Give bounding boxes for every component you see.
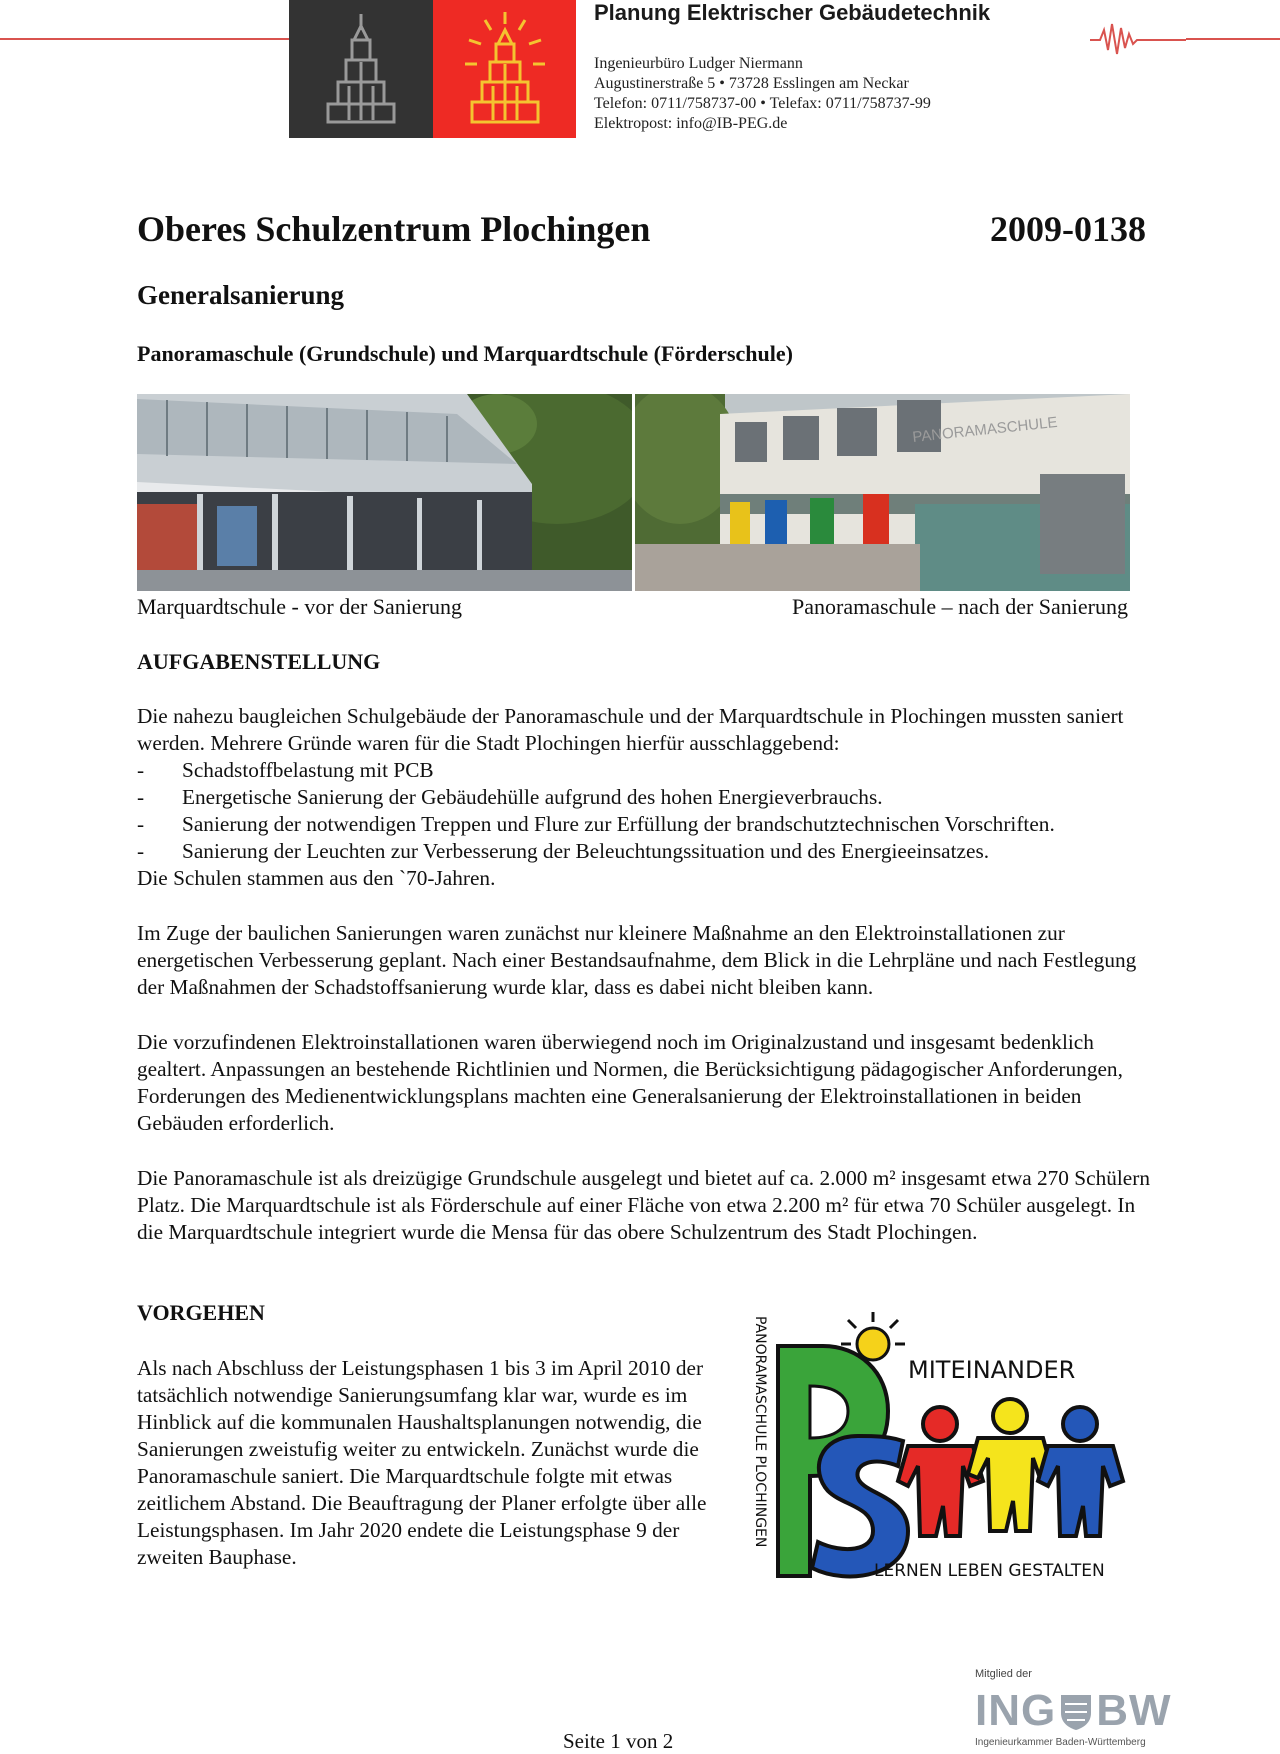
bullet-marker: - [137, 758, 145, 782]
document-subheading: Panoramaschule (Grundschule) und Marquardtschule (Förderschule) [137, 341, 793, 366]
paragraph-intro: Die nahezu baugleichen Schulgebäude der Panoramaschule und der Marquardtschule in Plochingen mussten saniert werden. Mehrere Gründe waren für die Stadt Plochingen hierfür ausschlaggebend: [137, 704, 1124, 755]
list-item [137, 838, 1157, 865]
ingbw-logo-right: BW [1096, 1686, 1172, 1735]
paragraph-schulen: Die Panoramaschule ist als dreizügige Grundschule ausgelegt und bietet auf ca. 2.000 m² insgesamt etwa 270 Schülern Platz. Die Marquardtschule ist als Förderschule auf einer Fläche von etwa 2.200 m² für etwa 70 Schüler ausgelegt. In die Marquardtschule integriert wurde die Mensa für das obere Schulzentrum des Stadt Plochingen. [137, 1166, 1150, 1244]
header-rule-right [1186, 38, 1280, 40]
paragraph-aufgabe [137, 703, 1157, 892]
header-rule-left [0, 38, 289, 40]
paragraph-outro: Die Schulen stammen aus den `70-Jahren. [137, 866, 496, 890]
school-logo [748, 1306, 1128, 1596]
crest-icon [1059, 1691, 1093, 1731]
ingbw-logo-left: ING [975, 1686, 1057, 1735]
paragraph-massnahmen: Im Zuge der baulichen Sanierungen waren zunächst nur kleinere Maßnahme an den Elektroinstallationen zur energetischen Verbesserung geplant. Nach einer Bestandsaufnahme, dem Blick in die Lehrpläne und nach Festlegung der Maßnahmen der Schadstoffsanierung wurde klar, dass es dabei nicht bleiben kann. [137, 921, 1137, 999]
company-address [594, 54, 931, 134]
tower-lit-icon [433, 0, 576, 138]
school-logo-side-text: PANORAMASCHULE PLOCHINGEN [752, 1316, 768, 1548]
document-title: Oberes Schulzentrum Plochingen [137, 209, 651, 249]
pulse-line-icon [1090, 14, 1186, 62]
address-line: Elektropost: info@IB-PEG.de [594, 115, 788, 132]
photo-sign-text: PANORAMASCHULE [911, 413, 1059, 446]
paragraph-elektroinstallationen: Die vorzufindenen Elektroinstallationen waren überwiegend noch im Originalzustand und insgesamt bedenklich gealtert. Anpassungen an bestehende Richtlinien und Normen, die Berücksichtigung pädagogischer Anforderungen, Forderungen des Medienentwicklungsplans machten eine Generalsanierung der Elektroinstallationen in beiden Gebäuden erforderlich. [137, 1030, 1123, 1135]
document-number: 2009-0138 [990, 209, 1146, 249]
list-item [137, 811, 1157, 838]
tower-gray-icon [289, 0, 433, 138]
school-logo-bottom-text: LERNEN LEBEN GESTALTEN [874, 1561, 1105, 1581]
list-item-text: Energetische Sanierung der Gebäudehülle aufgrund des hohen Energieverbrauchs. [182, 785, 883, 809]
list-item [137, 757, 1157, 784]
photo-panoramaschule [635, 394, 1130, 591]
page-number: Seite 1 von 2 [563, 1729, 674, 1753]
company-title: Planung Elektrischer Gebäudetechnik [594, 0, 991, 25]
section-heading-vorgehen: VORGEHEN [137, 1300, 265, 1325]
bullet-marker: - [137, 812, 145, 836]
document-subtitle: Generalsanierung [137, 280, 344, 310]
list-item [137, 784, 1157, 811]
list-item-text: Schadstoffbelastung mit PCB [182, 758, 434, 782]
bullet-marker: - [137, 785, 145, 809]
list-item-text: Sanierung der notwendigen Treppen und Flure zur Erfüllung der brandschutztechnischen Vorschriften. [182, 812, 1055, 836]
address-line: Telefon: 0711/758737-00 • Telefax: 0711/758737-99 [594, 95, 931, 112]
ingbw-caption: Ingenieurkammer Baden-Württemberg [975, 1737, 1146, 1748]
photo-caption-right: Panoramaschule – nach der Sanierung [792, 594, 1128, 619]
school-logo-top-text: MITEINANDER [908, 1356, 1076, 1384]
company-logo [289, 0, 576, 138]
member-label: Mitglied der [975, 1668, 1032, 1680]
address-line: Ingenieurbüro Ludger Niermann [594, 55, 803, 72]
list-item-text: Sanierung der Leuchten zur Verbesserung der Beleuchtungssituation und des Energieeinsatzes. [182, 839, 990, 863]
section-heading-aufgabenstellung: AUFGABENSTELLUNG [137, 649, 381, 674]
photo-marquardtschule [137, 394, 632, 591]
paragraph-vorgehen: Als nach Abschluss der Leistungsphasen 1 bis 3 im April 2010 der tatsächlich notwendige Sanierungsumfang klar war, wurde es im Hinblick auf die kommunalen Haushaltsplanungen notwendig, die Sanierungen zweistufig weiter zu entwickeln. Zunächst wurde die Panoramaschule saniert. Die Marquardtschule folgte mit etwas zeitlichem Abstand. Die Beauftragung der Planer erfolgte über alle Leistungsphasen. Im Jahr 2020 endete die Leistungsphase 9 der zweiten Bauphase. [137, 1356, 707, 1569]
ingbw-logo [975, 1686, 1172, 1736]
address-line: Augustinerstraße 5 • 73728 Esslingen am Neckar [594, 75, 909, 92]
bullet-marker: - [137, 839, 145, 863]
photo-caption-left: Marquardtschule - vor der Sanierung [137, 594, 463, 619]
